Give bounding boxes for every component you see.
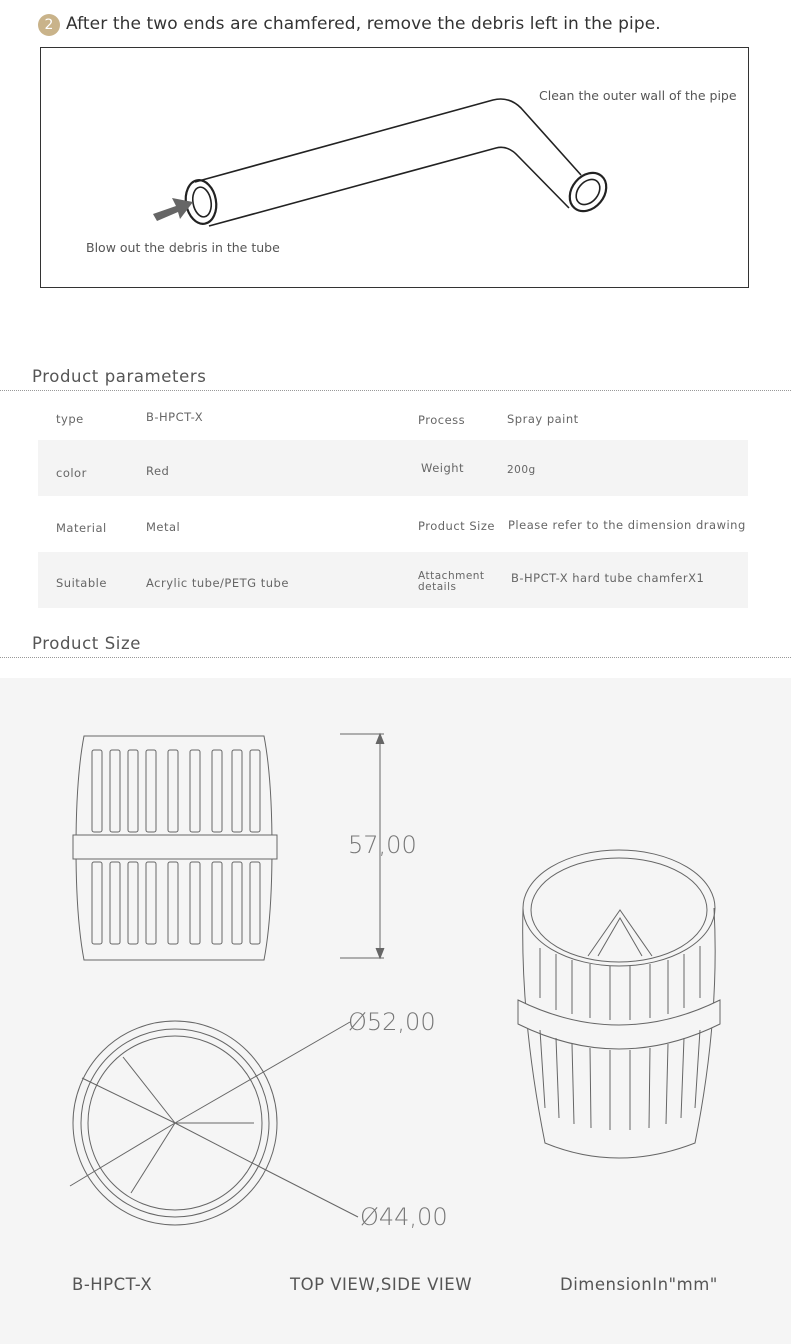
table-row <box>38 552 748 608</box>
caption-view: TOP VIEW,SIDE VIEW <box>290 1275 473 1294</box>
param-key: Process <box>418 413 466 427</box>
param-value: 200g <box>507 464 536 476</box>
param-key: color <box>56 466 87 480</box>
param-value: B-HPCT-X <box>146 410 204 424</box>
divider <box>0 657 791 658</box>
dimension-outer-diameter: Ø52,00 <box>348 1008 436 1036</box>
param-key: type <box>56 412 84 426</box>
param-key: Weight <box>421 461 465 475</box>
caption-model: B-HPCT-X <box>72 1275 153 1294</box>
param-key: Material <box>56 521 107 535</box>
table-row <box>38 440 748 496</box>
perspective-view <box>518 850 720 1158</box>
table-row <box>38 496 748 552</box>
caption-unit: DimensionIn"mm" <box>560 1275 718 1294</box>
param-key: Product Size <box>418 519 495 533</box>
arrow-icon <box>153 198 193 221</box>
param-value: Acrylic tube/PETG tube <box>146 576 289 590</box>
step-title: After the two ends are chamfered, remove the debris left in the pipe. <box>66 14 661 34</box>
param-key: Suitable <box>56 576 107 590</box>
section-title-parameters: Product parameters <box>32 367 207 386</box>
step-number-badge: 2 <box>38 14 60 36</box>
parameters-table <box>38 392 748 608</box>
param-value: Spray paint <box>507 412 579 426</box>
note-outer-wall: Clean the outer wall of the pipe <box>539 88 737 103</box>
section-title-size: Product Size <box>32 634 141 653</box>
param-value: Red <box>146 464 170 478</box>
side-view <box>73 734 384 960</box>
note-blow-debris: Blow out the debris in the tube <box>86 240 280 255</box>
divider <box>0 390 791 391</box>
param-key: Attachment details <box>418 570 485 593</box>
pipe-illustration-frame <box>40 47 749 288</box>
top-view <box>70 1021 358 1225</box>
param-value: B-HPCT-X hard tube chamferX1 <box>511 571 705 585</box>
dimension-inner-diameter: Ø44,00 <box>360 1203 448 1231</box>
dimension-drawing-panel <box>0 678 791 1344</box>
table-row <box>38 392 748 440</box>
dimension-height: 57,00 <box>348 831 417 859</box>
param-value: Please refer to the dimension drawing <box>508 518 746 532</box>
param-value: Metal <box>146 520 181 534</box>
